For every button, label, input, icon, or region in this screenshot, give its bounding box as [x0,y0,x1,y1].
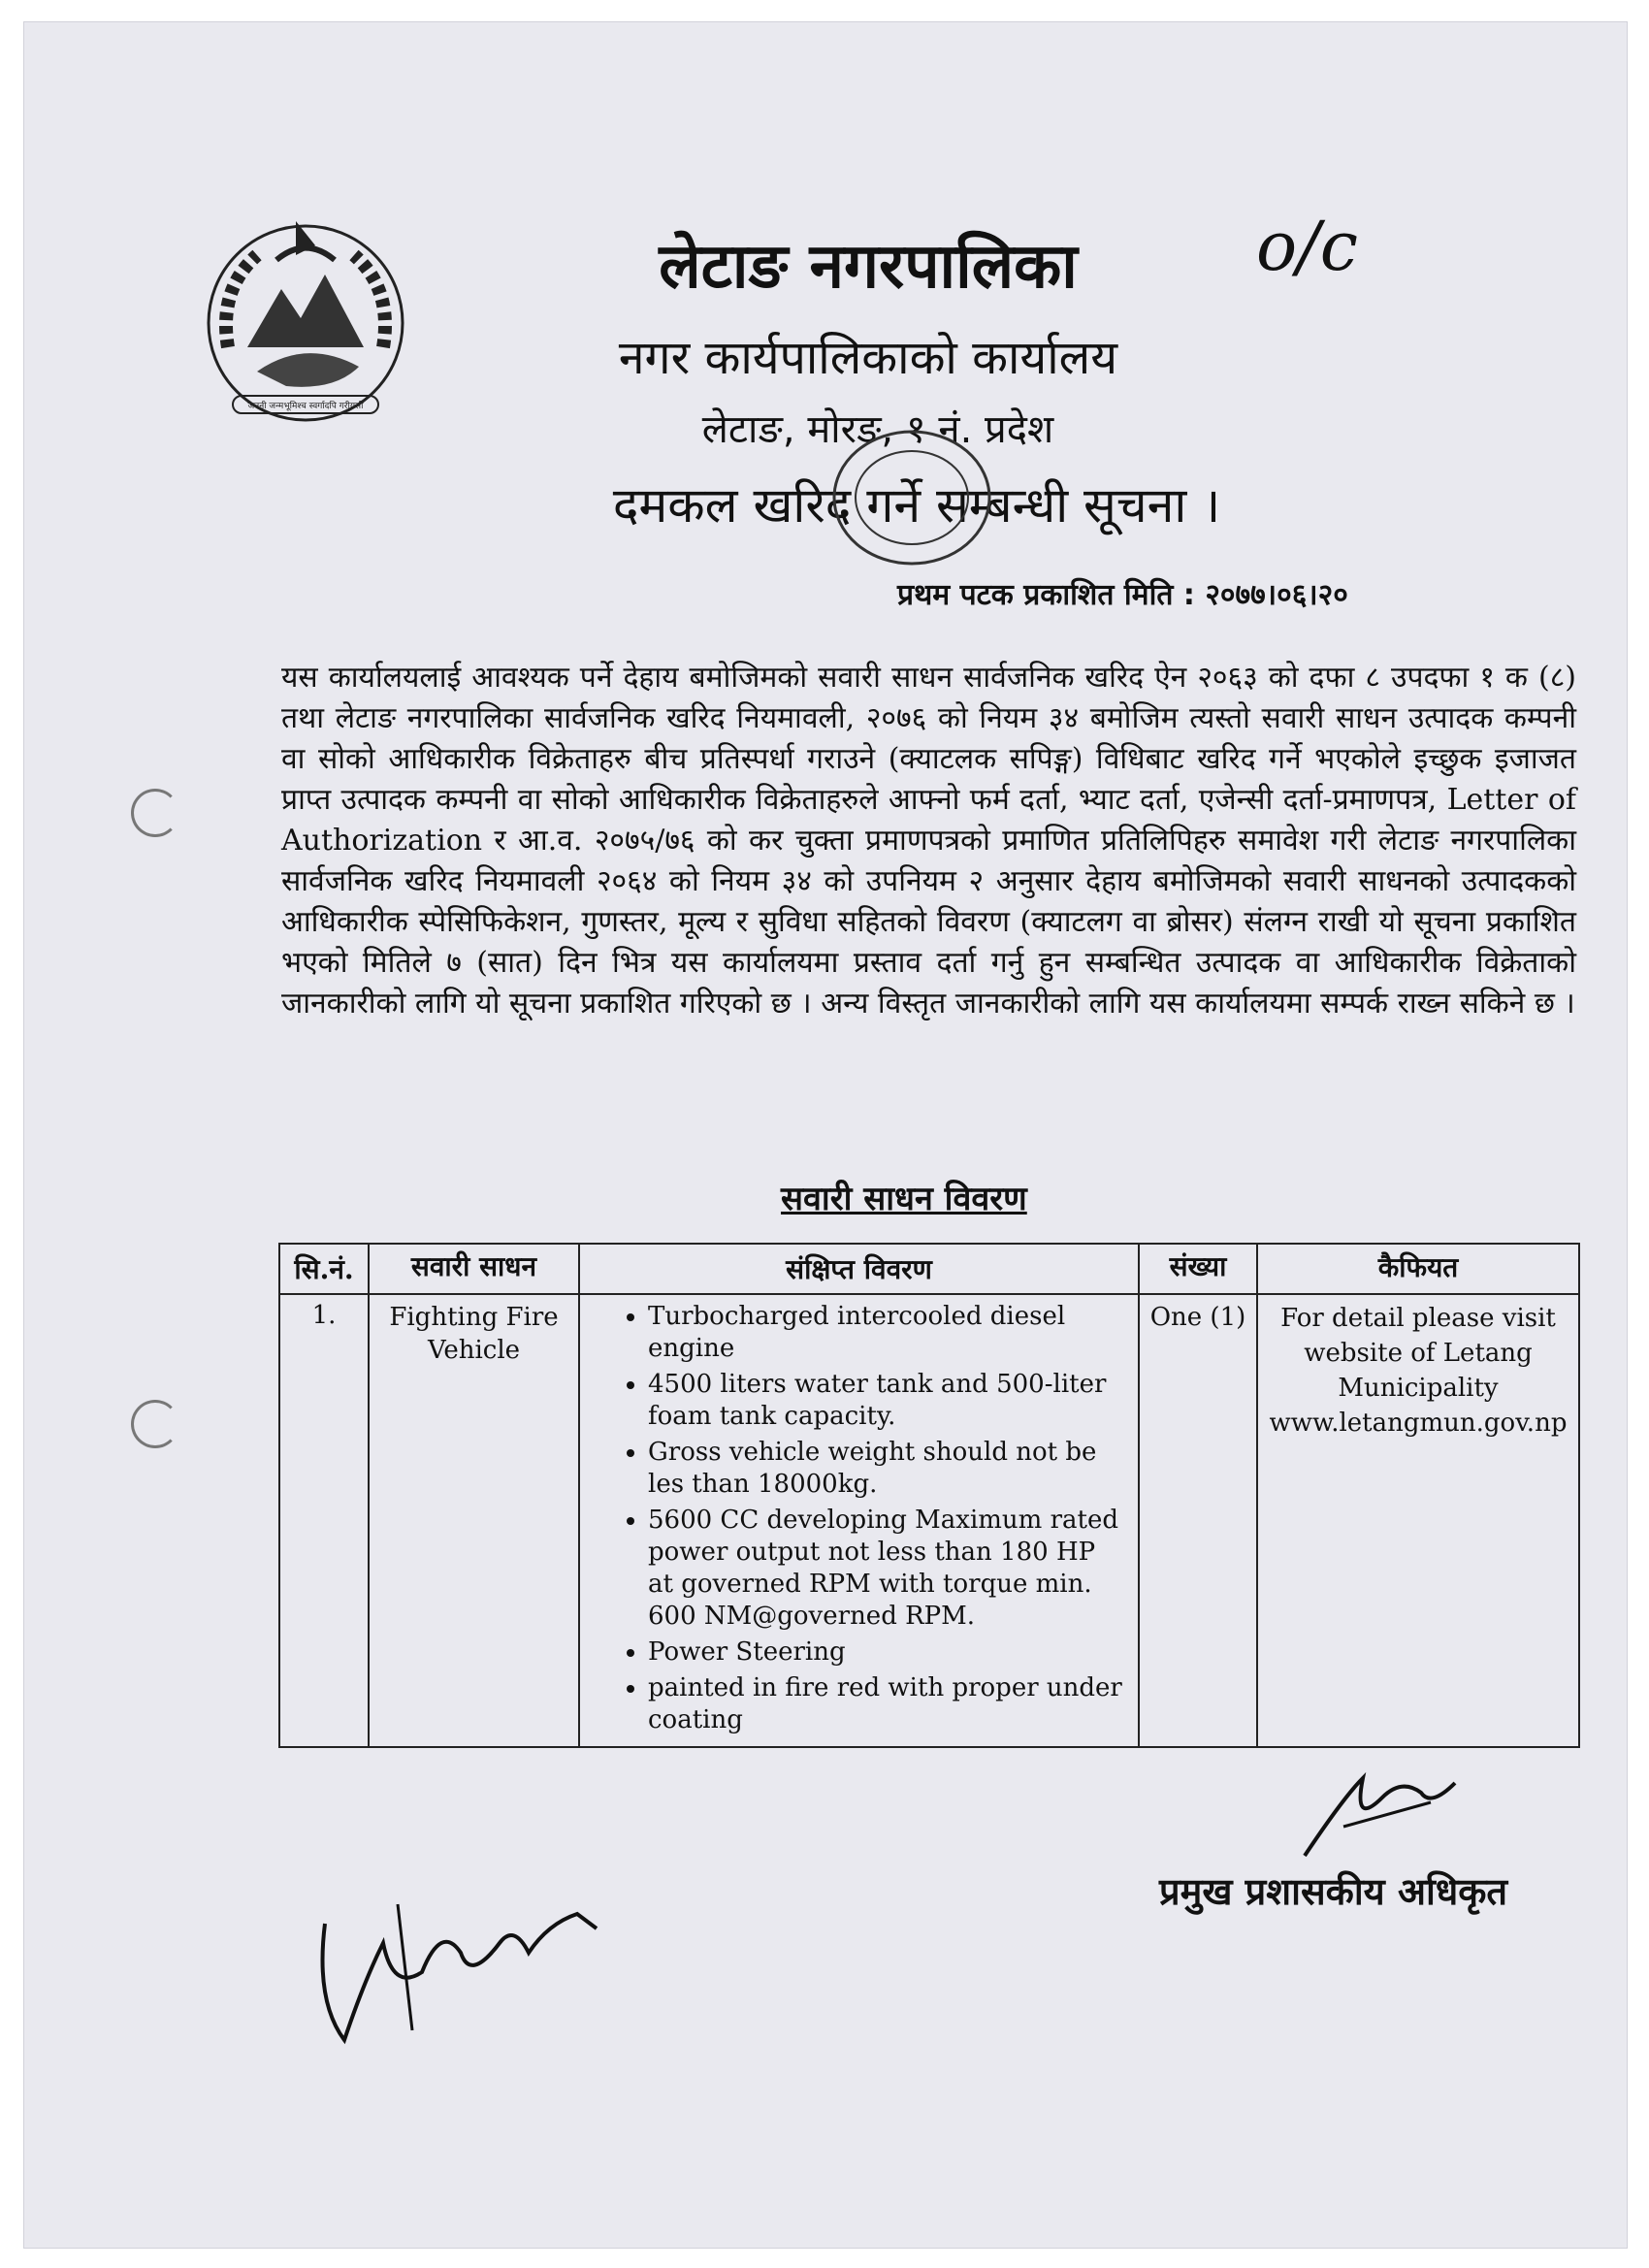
col-header-description: संक्षिप्त विवरण [579,1244,1139,1294]
spec-item: • Turbocharged intercooled diesel engine [648,1301,1128,1365]
officer-designation: प्रमुख प्रशासकीय अधिकृत [1159,1870,1508,1913]
col-header-quantity: संख्या [1139,1244,1257,1294]
col-header-sn: सि.नं. [279,1244,369,1294]
document-sheet [23,21,1628,2249]
signature-left-icon [306,1885,616,2059]
col-header-vehicle: सवारी साधन [369,1244,579,1294]
cell-remarks: For detail please visit website of Letang Municipality www.letangmun.gov.np [1257,1294,1579,1747]
office-stamp-icon [829,425,994,570]
cell-sn: 1. [279,1294,369,1747]
publication-date: प्रथम पटक प्रकाशित मिति : २०७७।०६।२० [897,578,1348,612]
spec-list [590,1301,1128,1736]
col-header-remarks: कैफियत [1257,1244,1579,1294]
spec-item: • Power Steering [648,1636,1128,1669]
notice-body: यस कार्यालयलाई आवश्यक पर्ने देहाय बमोजिमको सवारी साधन सार्वजनिक खरिद ऐन २०६३ को दफा ८ उपदफा १ क (८) तथा लेटाङ नगरपालिका सार्वजनिक खरिद नियमावली, २०७६ को नियम ३४ बमोजिम त्यस्तो सवारी साधन उत्पादक कम्पनी वा सोको आधिकारीक विक्रेताहरु बीच प्रतिस्पर्धा गराउने (क्याटलक सपिङ्ग) विधिबाट खरिद गर्ने भएकोले इच्छुक इजाजत प्राप्त उत्पादक कम्पनी वा सोको आधिकारीक विक्रेताहरुले आफ्नो फर्म दर्ता, भ्याट दर्ता, एजेन्सी दर्ता-प्रमाणपत्र, Letter of Authorization र आ.व. २०७५/७६ को कर चुक्ता प्रमाणपत्रको प्रमाणित प्रतिलिपिहरु समावेश गरी लेटाङ नगरपालिका सार्वजनिक खरिद नियमावली २०६४ को नियम ३४ को उपनियम २ अनुसार देहाय बमोजिमको सवारी साधनको उत्पादकको आधिकारीक स्पेसिफिकेशन, गुणस्तर, मूल्य र सुविधा सहितको विवरण (क्याटलग वा ब्रोसर) संलग्न राखी यो सूचना प्रकाशित भएको मितिले ७ (सात) दिन भित्र यस कार्यालयमा प्रस्ताव दर्ता गर्नु हुन सम्बन्धित उत्पादक वा आधिकारीक विक्रेताको जानकारीको लागि यो सूचना प्रकाशित गरिएको छ । अन्य विस्तृत जानकारीको लागि यस कार्यालयमा सम्पर्क राख्न सकिने छ । [281,661,1576,1021]
municipality-title: लेटाङ नगरपालिका [659,231,1078,303]
cell-vehicle: Fighting Fire Vehicle [369,1294,579,1747]
address-line: लेटाङ, मोरङ, १ नं. प्रदेश [701,407,1054,452]
table-header-row [279,1244,1579,1294]
spec-item: • 4500 liters water tank and 500-liter foam tank capacity. [648,1369,1128,1433]
spec-item: • painted in fire red with proper under coating [648,1672,1128,1736]
spec-item: • 5600 CC developing Maximum rated power output not less than 180 HP at governed RPM with torque min. 600 NM@governed RPM. [648,1505,1128,1633]
punch-hole-mark [131,789,179,837]
table-title: सवारी साधन विवरण [781,1180,1027,1218]
nepal-emblem-icon [189,202,422,435]
vehicle-spec-table [278,1243,1580,1748]
handwritten-note: o/c [1256,207,1358,286]
cell-description [579,1294,1139,1747]
signature-right-icon [1285,1759,1479,1875]
punch-hole-mark [131,1400,179,1448]
office-title: नगर कार्यपालिकाको कार्यालय [618,331,1118,385]
notice-subject: दमकल खरिद गर्ने सम्बन्धी सूचना । [612,477,1221,534]
table-row [279,1294,1579,1747]
emblem-motto: जननी जन्मभूमिश्च स्वर्गादपि गरीयसी [247,402,364,411]
spec-item: • Gross vehicle weight should not be les than 18000kg. [648,1437,1128,1501]
cell-quantity: One (1) [1139,1294,1257,1747]
